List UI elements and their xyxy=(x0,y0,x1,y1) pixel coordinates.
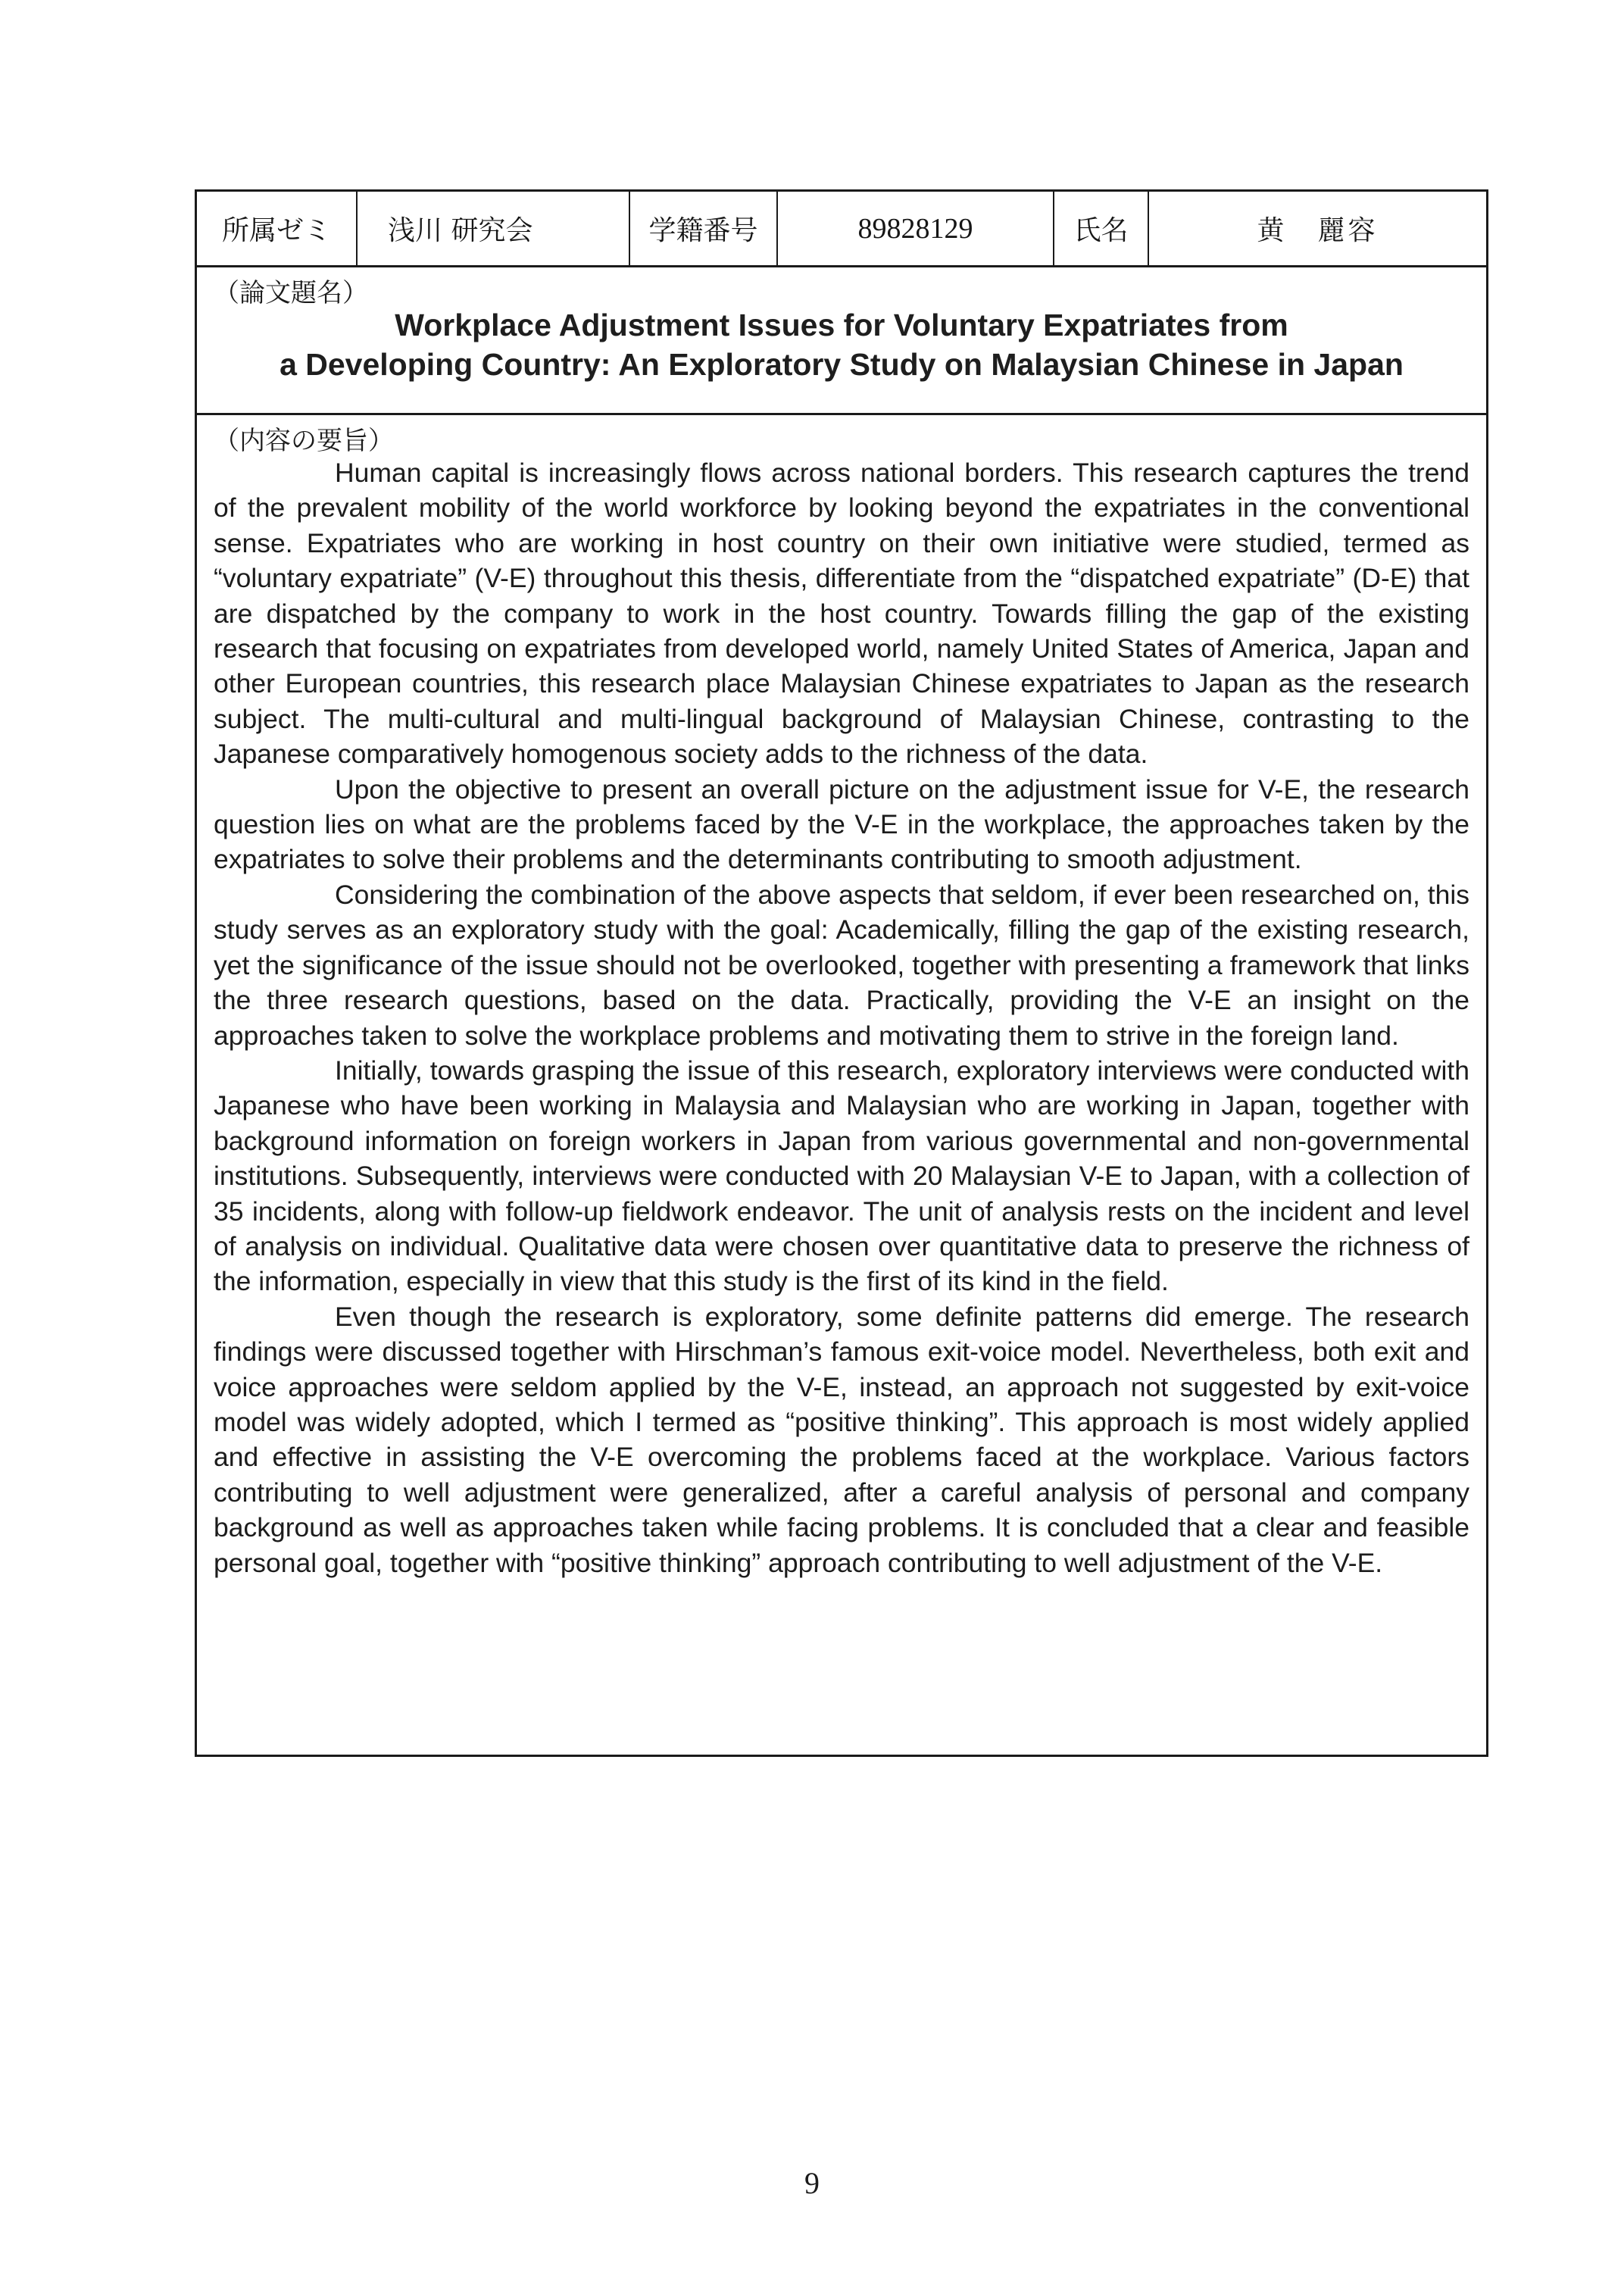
thesis-title-line: a Developing Country: An Exploratory Study on Malaysian Chinese in Japan xyxy=(280,347,1404,382)
abstract-section xyxy=(197,415,1486,1755)
page-number: 9 xyxy=(804,2166,820,2200)
abstract-paragraph: Even though the research is exploratory, some definite patterns did emerge. The research findings were discussed together with Hirschman’s famous exit-voice model. Nevertheless, both exit and voice approaches were seldom applied by the V-E, instead, an approach not suggested by exit-voice model was widely adopted, which I termed as “positive thinking”. This approach is most widely applied and effective in assisting the V-E overcoming the problems faced at the workplace. Various factors contributing to well adjustment were generalized, after a careful analysis of personal and company background as well as approaches taken while facing problems. It is concluded that a clear and feasible personal goal, together with “positive thinking” approach contributing to well adjustment of the V-E. xyxy=(214,1301,1469,1578)
name-value: 黄 麗容 xyxy=(1257,215,1379,246)
thesis-title-section xyxy=(197,267,1486,415)
thesis-title xyxy=(197,305,1486,384)
abstract-paragraph: Initially, towards grasping the issue of this research, exploratory interviews were conducted with Japanese who have been working in Malaysia and Malaysian who are working in Japan, together with background information on foreign workers in Japan from various governmental and non-governmental institutions. Subsequently, interviews were conducted with 20 Malaysian V-E to Japan, with a collection of 35 incidents, along with follow-up fieldwork endeavor. The unit of analysis rests on the incident and level of analysis on individual. Qualitative data were chosen over quantitative data to preserve the richness of the information, especially in view that this study is the first of its kind in the field. xyxy=(214,1055,1469,1297)
seminar-value: 浅川 研究会 xyxy=(358,192,630,265)
abstract-paragraph: Human capital is increasingly flows across national borders. This research captures the trend of the prevalent mobility of the world workforce by looking beyond the expatriates in the conventional sense. Expatriates who are working in host country on their own initiative were studied, termed as “voluntary expatriate” (V-E) throughout this thesis, differentiate from the “dispatched expatriate” (D-E) that are dispatched by the company to work in the host country. Towards filling the gap of the existing research that focusing on expatriates from developed world, namely United States of America, Japan and other European countries, this research place Malaysian Chinese expatriates to Japan as the research subject. The multi-cultural and multi-lingual background of Malaysian Chinese, contrasting to the Japanese comparatively homogenous society adds to the richness of the data. xyxy=(214,458,1469,770)
abstract-paragraph: Considering the combination of the above aspects that seldom, if ever been researched on, this study serves as an exploratory study with the goal: Academically, filling the gap of the existing research, yet the significance of the issue should not be overlooked, together with presenting a framework that links the three research questions, based on the data. Practically, providing the V-E an insight on the approaches taken to solve the workplace problems and motivating them to strive in the foreign land. xyxy=(214,879,1469,1051)
name-label: 氏名 xyxy=(1054,192,1149,265)
abstract-paragraph: Upon the objective to present an overall picture on the adjustment issue for V-E, the research question lies on what are the problems faced by the V-E in the workplace, the approaches taken by the expatriates to solve their problems and the determinants contributing to smooth adjustment. xyxy=(214,774,1469,875)
header-row xyxy=(197,192,1486,267)
abstract-body xyxy=(214,455,1469,1580)
abstract-label: （内容の要旨） xyxy=(214,426,394,456)
seminar-label: 所属ゼミ xyxy=(197,192,358,265)
student-id-value: 89828129 xyxy=(778,192,1054,265)
student-id-label: 学籍番号 xyxy=(630,192,778,265)
thesis-summary-form xyxy=(195,189,1488,1757)
thesis-title-line: Workplace Adjustment Issues for Voluntary Expatriates from xyxy=(395,308,1288,342)
thesis-title-label: （論文題名） xyxy=(214,278,368,308)
